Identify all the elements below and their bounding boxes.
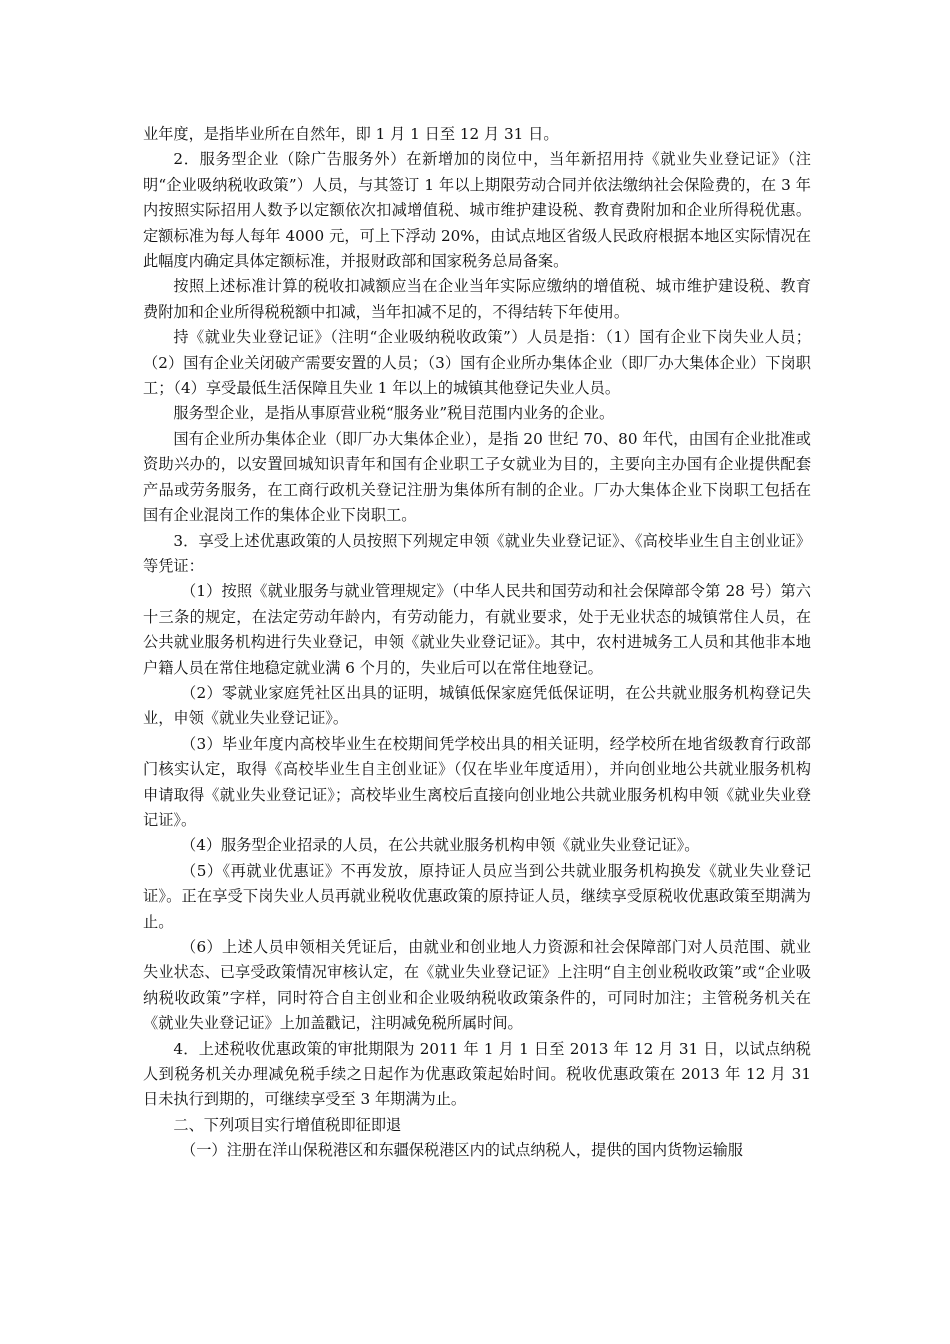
paragraph-sub-6: （6）上述人员申领相关凭证后，由就业和创业地人力资源和社会保障部门对人员范围、就业失业状态、已享受政策情况审核认定，在《就业失业登记证》上注明“自主创业税收政策”或“企业吸纳税收政策”字样，同时符合自主创业和企业吸纳税收政策条件的，可同时加注；主管税务机关在《就业失业登记证》上加盖戳记，注明减免税所属时间。 <box>143 938 811 1033</box>
paragraph-item-3-certificates: 3．享受上述优惠政策的人员按照下列规定申领《就业失业登记证》、《高校毕业生自主创业证》等凭证： <box>143 531 811 575</box>
paragraph-service-enterprise-definition: 服务型企业，是指从事原营业税“服务业”税目范围内业务的企业。 <box>173 404 615 423</box>
paragraph-sub-5: （5）《再就业优惠证》不再发放，原持证人员应当到公共就业服务机构换发《就业失业登记证》。正在享受下岗失业人员再就业税收优惠政策的原持证人员，继续享受原税收优惠政策至期满为止。 <box>143 861 811 931</box>
paragraph-sub-4: （4）服务型企业招录的人员，在公共就业服务机构申领《就业失业登记证》。 <box>181 836 700 855</box>
paragraph-graduation-year: 业年度，是指毕业所在自然年，即 1 月 1 日至 12 月 31 日。 <box>143 125 559 143</box>
paragraph-sub-1: （1）按照《就业服务与就业管理规定》（中华人民共和国劳动和社会保障部令第 28 号）第六十三条的规定，在法定劳动年龄内，有劳动能力，有就业要求，处于无业状态的城镇常住人员，在公共就业服务机构进行失业登记，申领《就业失业登记证》。其中，农村进城务工人员和其他非本地户籍人员在常住地稳定就业满 6 个月的，失业后可以在常住地登记。 <box>143 582 811 677</box>
paragraph-sub-3: （3）毕业年度内高校毕业生在校期间凭学校出具的相关证明，经学校所在地省级教育行政部门核实认定，取得《高校毕业生自主创业证》（仅在毕业年度适用），并向创业地公共就业服务机构申请取得《就业失业登记证》；高校毕业生离校后直接向创业地公共就业服务机构申领《就业失业登记证》。 <box>143 734 811 829</box>
paragraph-item-4-approval-period: 4．上述税收优惠政策的审批期限为 2011 年 1 月 1 日至 2013 年 12 月 31 日，以试点纳税人到税务机关办理减免税手续之日起作为优惠政策起始时间。税收优惠政策在 2013 年 12 月 31 日未执行到期的，可继续享受至 3 年期满为止。 <box>143 1039 811 1109</box>
paragraph-collective-enterprise-definition: 国有企业所办集体企业（即厂办大集体企业），是指 20 世纪 70、80 年代，由国有企业批准或资助兴办的，以安置回城知识青年和国有企业职工子女就业为目的，主要向主办国有企业提供配套产品或劳务服务，在工商行政机关登记注册为集体所有制的企业。厂办大集体企业下岗职工包括在国有企业混岗工作的集体企业下岗职工。 <box>143 429 811 525</box>
paragraph-certificate-holders: 持《就业失业登记证》（注明“企业吸纳税收政策”）人员是指：（1）国有企业下岗失业人员；（2）国有企业关闭破产需要安置的人员；（3）国有企业所办集体企业（即厂办大集体企业）下岗职工；（4）享受最低生活保障且失业 1 年以上的城镇其他登记失业人员。 <box>143 328 811 398</box>
section-heading-vat-refund: 二、下列项目实行增值税即征即退 <box>173 1115 402 1134</box>
document-body <box>143 122 811 1164</box>
paragraph-item-2-service-enterprise: 2．服务型企业（除广告服务外）在新增加的岗位中，当年新招用持《就业失业登记证》（注明“企业吸纳税收政策”）人员，与其签订 1 年以上期限劳动合同并依法缴纳社会保险费的，在 3 年内按照实际招用人数予以定额依次扣减增值税、城市维护建设税、教育费附加和企业所得税优惠。定额标准为每人每年 4000 元，可上下浮动 20%，由试点地区省级人民政府根据本地区实际情况在此幅度内确定具体定额标准，并报财政部和国家税务总局备案。 <box>143 150 811 271</box>
paragraph-sub-2: （2）零就业家庭凭社区出具的证明，城镇低保家庭凭低保证明，在公共就业服务机构登记失业，申领《就业失业登记证》。 <box>143 683 811 728</box>
paragraph-deduction-rule: 按照上述标准计算的税收扣减额应当在企业当年实际应缴纳的增值税、城市维护建设税、教育费附加和企业所得税税额中扣减，当年扣减不足的，不得结转下年使用。 <box>143 277 811 321</box>
paragraph-vat-refund-item-1: （一）注册在洋山保税港区和东疆保税港区内的试点纳税人，提供的国内货物运输服 <box>181 1141 743 1160</box>
